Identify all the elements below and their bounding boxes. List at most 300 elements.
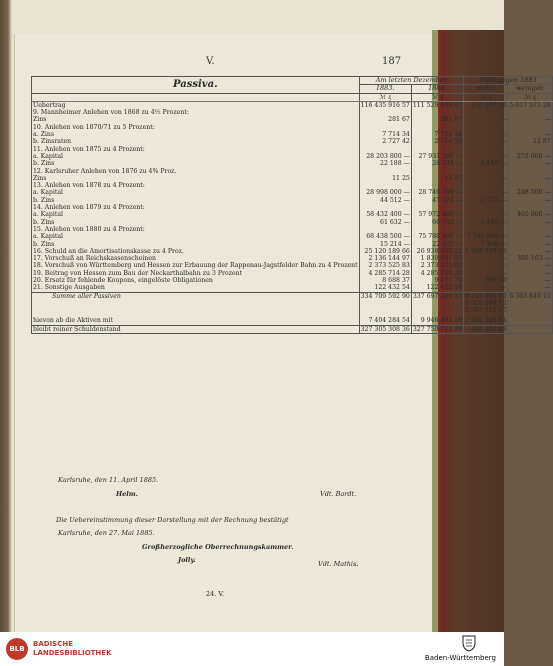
table-row <box>32 197 553 204</box>
cents-1884: — <box>455 218 463 226</box>
aktiva-mehr-cents: 64 <box>498 317 507 325</box>
cents-1883: — <box>403 218 410 226</box>
table-cell <box>359 197 411 204</box>
table-cell <box>359 138 411 145</box>
table-cell <box>411 226 463 233</box>
table-cell <box>32 262 360 269</box>
value-1884: 9 477 <box>434 277 453 285</box>
cents-1883: — <box>403 160 410 168</box>
table-cell <box>508 146 552 153</box>
cents-1883: — <box>403 196 410 204</box>
row-label: 18. Vorschuß von Württemberg und Hessen zur Erbauung der Rappenau-Jagstfelder Bahn zu 4 Prozent <box>33 262 358 270</box>
row-label: a. Zins <box>33 131 55 139</box>
table-cell <box>359 160 411 167</box>
cents-weniger: — <box>544 189 551 197</box>
table-cell <box>411 189 463 196</box>
table-cell <box>359 211 411 218</box>
table-cell <box>508 160 552 167</box>
table-cell <box>464 284 508 292</box>
table-cell <box>508 131 552 138</box>
table-row <box>32 211 553 218</box>
value-mehr: — <box>500 269 507 277</box>
table-row <box>32 160 553 167</box>
table-cell <box>359 226 411 233</box>
signer-helm: Helm. <box>116 490 138 498</box>
row-label: a. Kapital <box>33 189 64 197</box>
cents-1884: 34 <box>454 131 463 139</box>
table-row <box>32 109 553 116</box>
cents-1884: 97 <box>454 255 463 263</box>
value-1884: 22 620 <box>432 240 454 248</box>
table-cell <box>32 204 360 211</box>
table-cell <box>411 277 463 284</box>
cents-weniger: — <box>544 255 551 263</box>
table-cell <box>464 146 508 153</box>
value-weniger: 12 <box>533 138 541 146</box>
value-mehr: 1 818 719 <box>465 247 497 255</box>
value-weniger: — <box>544 269 551 277</box>
table-cell <box>411 124 463 131</box>
total-weniger: 6 303 849 <box>509 292 541 300</box>
value-mehr: — <box>500 262 507 270</box>
table-cell <box>508 182 552 189</box>
table-cell <box>32 146 360 153</box>
table-cell <box>359 124 411 131</box>
schuld-label: bleibt reiner Schuldenstand <box>32 325 360 333</box>
aktiva-1883-cents: 54 <box>401 317 410 325</box>
table-cell <box>411 146 463 153</box>
table-cell <box>411 175 463 182</box>
value-1884: 122 432 <box>426 284 453 292</box>
row-label: Zins <box>33 116 47 124</box>
signer-bardt: Vdt. Bardt. <box>320 490 357 498</box>
table-cell <box>508 189 552 196</box>
table-cell <box>411 109 463 116</box>
value-1883: 61 632 <box>380 218 402 226</box>
value-1884: 57 972 400 <box>418 211 454 219</box>
table-cell <box>411 131 463 138</box>
value-1883: 8 688 <box>382 277 400 285</box>
row-label: b. Zins <box>33 196 55 204</box>
total-row <box>32 292 553 307</box>
table-row <box>32 153 553 160</box>
table-cell <box>464 226 508 233</box>
table-cell <box>359 146 411 153</box>
total-1883: 334 709 592 <box>360 292 400 300</box>
cents-1884: — <box>455 189 463 197</box>
place-date-1: Karlsruhe, den 11. April 1885. <box>58 476 159 484</box>
table-cell <box>359 219 411 226</box>
value-1883: 28 203 800 <box>366 152 402 160</box>
table-cell <box>359 262 411 269</box>
cents-mehr: 39 <box>498 277 507 285</box>
table-cell <box>411 138 463 145</box>
row-label: 11. Anlehen von 1875 zu 4 Prozent: <box>33 145 145 153</box>
value-mehr: 7 341 900 <box>466 233 499 241</box>
table-cell <box>411 204 463 211</box>
table-cell <box>32 248 360 255</box>
table-cell <box>32 211 360 218</box>
table-cell <box>359 101 411 109</box>
value-mehr: — <box>500 138 507 146</box>
cent-mark: ₰ <box>387 93 391 101</box>
table-cell <box>508 197 552 204</box>
value-1883: 7 714 <box>382 131 400 139</box>
table-cell <box>508 233 552 240</box>
table-cell <box>32 109 360 116</box>
value-weniger: 5 017 573 <box>509 101 541 109</box>
value-1884: 47 224 <box>432 196 454 204</box>
table-cell <box>32 255 360 262</box>
cents-1883: — <box>403 189 410 197</box>
cents-1884: 21 <box>454 247 463 255</box>
table-cell <box>508 109 552 116</box>
table-cell <box>464 262 508 269</box>
table-row <box>32 248 553 255</box>
table-row <box>32 189 553 196</box>
diff-mehr-cents: 47 <box>498 307 507 315</box>
cents-1883: 54 <box>401 284 410 292</box>
currency-mark: ℳ <box>379 93 386 101</box>
table-row <box>32 277 553 284</box>
currency-mark: ℳ <box>431 93 439 101</box>
value-1883: 116 435 916 <box>360 101 400 109</box>
table-cell <box>464 189 508 196</box>
aktiva-mehr: 2 542 208 <box>465 317 497 325</box>
table-cell <box>411 284 463 292</box>
cents-1883: — <box>403 211 410 219</box>
value-1883: 25 120 189 <box>364 247 400 255</box>
blb-logo[interactable]: BLB <box>6 638 28 660</box>
table-cell <box>32 168 360 175</box>
aktiva-1883: 7 404 284 <box>368 317 400 325</box>
cents-weniger: — <box>544 211 551 219</box>
total-mehr-2: 6 303 849 <box>465 299 497 307</box>
value-1883: 44 512 <box>380 196 402 204</box>
total-1884-cents: 37 <box>454 292 463 300</box>
table-cell <box>32 153 360 160</box>
total-mehr-2-cents: 15 <box>498 299 507 307</box>
table-cell <box>359 255 411 262</box>
table-cell <box>411 262 463 269</box>
cents-1884: — <box>455 211 463 219</box>
value-1883: 2 727 <box>382 138 400 146</box>
table-cell <box>464 219 508 226</box>
table-cell <box>32 189 360 196</box>
row-label: 14. Anlehen von 1879 zu 4 Prozent: <box>33 204 145 212</box>
cents-1883: — <box>403 233 410 241</box>
table-row <box>32 255 553 262</box>
table-cell <box>411 219 463 226</box>
value-mehr: — <box>500 116 507 124</box>
table-cell <box>411 270 463 277</box>
value-mehr: 7 406 <box>480 240 499 248</box>
table-cell <box>464 241 508 248</box>
schuld-row <box>32 325 553 333</box>
table-cell <box>411 182 463 189</box>
cents-weniger: — <box>544 152 551 160</box>
schuld-1883: 327 305 308 <box>360 325 400 333</box>
cents-mehr: — <box>500 240 507 248</box>
col-mehr: mehr. <box>464 85 508 93</box>
row-label: 19. Beitrag von Hessen zum Bau der Neckarthalbahn zu 3 Prozent <box>33 269 243 277</box>
row-label: b. Zinsraten <box>33 138 72 146</box>
total-mehr: 9 291 460 <box>465 292 497 300</box>
cents-1883: 67 <box>401 116 410 124</box>
chapter-heading: V. <box>206 56 215 67</box>
value-1884: 26 334 <box>432 160 454 168</box>
table-cell <box>411 160 463 167</box>
cent-mark: ₰ <box>488 93 492 101</box>
schuld-1884: 327 750 711 <box>412 325 453 333</box>
value-1884: 75 780 400 <box>418 233 454 241</box>
cents-1883: — <box>403 152 410 160</box>
table-cell <box>464 131 508 138</box>
table-cell <box>411 153 463 160</box>
table-cell <box>464 160 508 167</box>
table-cell <box>359 248 411 255</box>
table-cell <box>32 241 360 248</box>
table-cell <box>359 109 411 116</box>
total-mehr-cents: 62 <box>498 292 507 300</box>
table-cell <box>359 116 411 123</box>
table-title: Passiva. <box>32 77 360 94</box>
cents-1883: 66 <box>401 247 410 255</box>
cents-1884: — <box>455 240 463 248</box>
table-cell <box>359 189 411 196</box>
table-cell <box>411 168 463 175</box>
row-label: a. Kapital <box>33 211 64 219</box>
signer-jolly: Jolly. <box>178 556 196 564</box>
value-weniger: — <box>544 116 551 124</box>
cent-mark: ₰ <box>440 93 444 101</box>
value-1884: 26 938 909 <box>416 247 453 255</box>
table-cell <box>32 131 360 138</box>
cents-1884: 67 <box>454 116 463 124</box>
cents-1884: 83 <box>454 262 463 270</box>
table-row <box>32 226 553 233</box>
table-cell <box>464 138 508 145</box>
value-1883: 281 <box>388 116 400 124</box>
table-cell <box>32 116 360 123</box>
cents-mehr: — <box>500 233 507 241</box>
table-row <box>32 233 553 240</box>
cents-mehr: — <box>500 218 507 226</box>
table-row <box>32 262 553 269</box>
table-cell <box>464 124 508 131</box>
value-weniger: — <box>544 277 551 285</box>
table-cell <box>411 241 463 248</box>
value-mehr: — <box>500 152 507 160</box>
value-weniger: 305 163 <box>516 255 543 263</box>
value-weniger: — <box>544 160 551 168</box>
row-label: 17. Vorschuß an Reichskassenscheinen <box>33 255 156 263</box>
row-label: 21. Sonstige Ausgaben <box>33 284 105 292</box>
table-cell <box>32 233 360 240</box>
table-cell <box>508 211 552 218</box>
value-1883: 58 432 400 <box>366 211 402 219</box>
value-1883: 2 136 144 <box>368 255 400 263</box>
table-cell <box>32 197 360 204</box>
cents-weniger: 87 <box>542 138 551 146</box>
table-cell <box>508 262 552 269</box>
schuld-1884-cents: 19 <box>454 325 463 333</box>
table-row <box>32 138 553 145</box>
table-cell <box>359 270 411 277</box>
col-weniger: weniger. <box>508 85 552 93</box>
table-cell <box>359 241 411 248</box>
cents-1884: — <box>455 152 463 160</box>
value-mehr: — <box>500 174 507 182</box>
value-1884: 7 714 <box>434 131 453 139</box>
value-mehr: 110 687 <box>470 101 497 109</box>
table-cell <box>464 211 508 218</box>
table-cell <box>32 270 360 277</box>
table-cell <box>508 138 552 145</box>
value-1883: 15 214 <box>380 240 402 248</box>
value-weniger: 248 500 <box>516 189 543 197</box>
table-row <box>32 204 553 211</box>
schuld-mehr-cents: 83 <box>498 325 507 333</box>
value-weniger: — <box>544 218 551 226</box>
table-cell <box>359 233 411 240</box>
table-cell <box>32 124 360 131</box>
row-label: b. Zins <box>33 160 55 168</box>
page-number: 187 <box>382 56 402 67</box>
table-cell <box>32 219 360 226</box>
schuld-1883-cents: 36 <box>401 325 410 333</box>
table-cell <box>411 255 463 262</box>
value-1884: 11 <box>444 174 453 182</box>
signature-mark: 24. V. <box>206 590 225 598</box>
table-cell <box>359 277 411 284</box>
table-cell <box>508 226 552 233</box>
cents-mehr: — <box>500 160 507 168</box>
cents-1883: 83 <box>401 262 410 270</box>
row-label: a. Kapital <box>33 152 64 160</box>
currency-mark: ℳ <box>524 93 531 101</box>
total-label: Summe aller Passiven <box>32 292 360 307</box>
table-cell <box>411 197 463 204</box>
table-row <box>32 101 553 109</box>
table-cell <box>32 160 360 167</box>
row-label: 12. Karlsruher Anlehen von 1876 zu 4% Proz. <box>33 167 177 175</box>
cents-1883: 57 <box>401 101 410 109</box>
table-summary <box>32 292 553 333</box>
cents-1884: 76 <box>454 277 463 285</box>
value-1883: 122 432 <box>374 284 400 292</box>
table-cell <box>464 101 508 109</box>
col-1884: 1884. <box>411 85 463 93</box>
row-label: Zins <box>33 174 47 182</box>
table-row <box>32 284 553 292</box>
table-cell <box>508 284 552 292</box>
col-1883: 1883. <box>359 85 411 93</box>
value-weniger: — <box>544 196 551 204</box>
group-header-dezember: Am letzten Dezember <box>359 77 463 85</box>
table-cell <box>411 101 463 109</box>
value-mehr: — <box>500 211 507 219</box>
value-1884: 66 732 <box>432 218 454 226</box>
row-label: Uebertrag <box>33 101 66 109</box>
cents-weniger: 28 <box>542 101 551 109</box>
table-row <box>32 270 553 277</box>
value-1884: 2 373 525 <box>420 262 453 270</box>
table-row <box>32 131 553 138</box>
value-mehr: — <box>500 255 507 263</box>
row-label: b. Zins <box>33 240 55 248</box>
value-weniger: — <box>544 233 551 241</box>
value-1883: 4 285 714 <box>368 269 400 277</box>
table-cell <box>359 204 411 211</box>
currency-mark: ℳ <box>480 93 487 101</box>
aktiva-1884-cents: 18 <box>454 317 463 325</box>
cents-1884: 25 <box>454 174 463 182</box>
value-mehr: — <box>500 189 507 197</box>
table-row <box>32 116 553 123</box>
table-row <box>32 146 553 153</box>
value-weniger: — <box>544 131 551 139</box>
table-cell <box>508 124 552 131</box>
cents-1884: — <box>455 160 463 168</box>
table-cell <box>464 255 508 262</box>
footer-bar <box>0 632 504 666</box>
table-cell <box>464 109 508 116</box>
cents-1883: 28 <box>401 269 410 277</box>
table-cell <box>464 182 508 189</box>
cents-1883: — <box>403 240 410 248</box>
table-cell <box>508 248 552 255</box>
value-mehr: 789 <box>484 277 497 285</box>
cents-1884: — <box>455 196 463 204</box>
table-body <box>32 93 553 292</box>
cents-1883: 25 <box>401 174 410 182</box>
value-weniger: — <box>544 262 551 270</box>
table-cell <box>508 204 552 211</box>
table-cell <box>32 138 360 145</box>
table-cell <box>464 270 508 277</box>
table-cell <box>464 204 508 211</box>
row-label: 20. Ersatz für fehlende Koupons, eingelöste Obligationen <box>33 277 213 285</box>
cents-mehr: — <box>500 196 507 204</box>
cents-1884: 54 <box>454 284 463 292</box>
partner-label: Baden-Württemberg <box>424 654 496 662</box>
table-cell <box>508 168 552 175</box>
value-mehr: — <box>500 284 507 292</box>
table-cell <box>32 226 360 233</box>
total-1883-cents: 90 <box>401 292 410 300</box>
statement: Die Uebereinstimmung dieser Darstellung mit der Rechnung bestätigt <box>56 516 289 524</box>
table-cell <box>464 197 508 204</box>
table-cell <box>464 233 508 240</box>
table-cell <box>464 153 508 160</box>
total-1884: 337 697 204 <box>412 292 453 300</box>
table-cell <box>359 175 411 182</box>
table-row <box>32 182 553 189</box>
table-cell <box>508 116 552 123</box>
table-cell <box>508 175 552 182</box>
value-mehr: 2 712 <box>480 196 499 204</box>
row-label: 10. Anlehen von 1870/71 zu 5 Prozent: <box>33 123 155 131</box>
aktiva-label: hievon ab die Aktiven mit <box>32 317 360 325</box>
table-cell <box>359 153 411 160</box>
cents-1884: 55 <box>454 138 463 146</box>
table-cell <box>464 168 508 175</box>
row-label: 13. Anlehen von 1878 zu 4 Prozent: <box>33 182 145 190</box>
table-row <box>32 219 553 226</box>
table-cell <box>508 255 552 262</box>
cents-mehr: 68 <box>498 101 507 109</box>
